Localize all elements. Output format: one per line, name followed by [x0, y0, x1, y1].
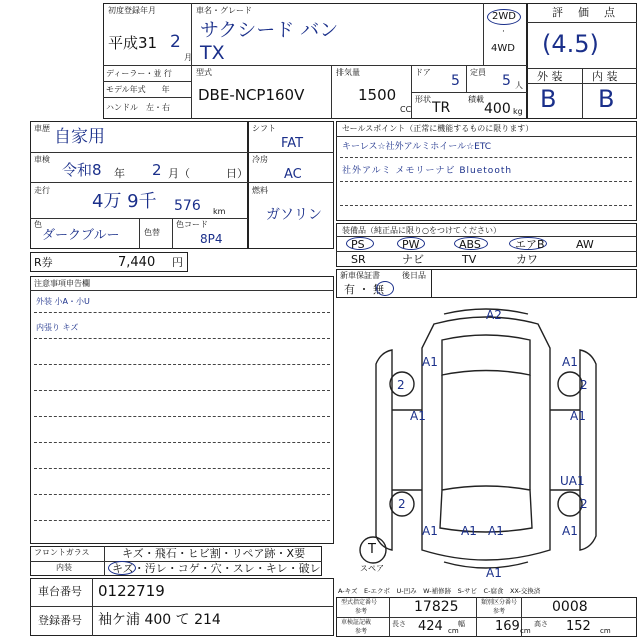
type-label: 型式	[196, 68, 212, 77]
purpose: 自家用	[54, 127, 105, 147]
load-unit: kg	[513, 107, 523, 116]
equip-airbag: エアB	[515, 238, 545, 251]
drive-4wd: 4WD	[491, 43, 515, 54]
divider	[30, 606, 334, 607]
spare-letter: T	[368, 542, 376, 557]
spare-label: スペア	[360, 564, 384, 573]
front-glass-value: キズ・飛石・ヒビ割・リペア跡・X要	[122, 547, 306, 560]
length-unit: cm	[448, 627, 459, 635]
inspection-era: 令和8	[62, 161, 102, 179]
notes-panel	[30, 276, 334, 544]
category-label: 類別区分番号	[481, 599, 518, 606]
drive-2wd: 2WD	[492, 11, 516, 22]
rule-line	[34, 312, 330, 313]
shift-label: シフト	[252, 124, 276, 133]
divider	[103, 65, 527, 66]
rule-line	[34, 494, 330, 495]
divider	[336, 236, 637, 237]
divider	[92, 578, 93, 636]
damage-mark: A1	[488, 524, 504, 538]
fuel-label: 燃料	[252, 186, 268, 195]
damage-mark: 2	[580, 378, 588, 392]
door-label: ドア	[415, 68, 431, 77]
length: 424	[418, 619, 443, 634]
exterior-grade: B	[540, 85, 557, 113]
divider	[248, 152, 334, 153]
yen-unit: 円	[172, 256, 183, 269]
equip-aw: AW	[576, 238, 594, 251]
capacity: 5	[502, 73, 511, 89]
rule-line	[34, 364, 330, 365]
notes-line1: 外装 小A・小U	[36, 297, 90, 306]
divider	[248, 182, 334, 183]
warranty-label: 新車保証書	[340, 271, 380, 280]
recycle-panel	[30, 252, 188, 272]
divider	[527, 22, 637, 23]
rule-line	[340, 181, 632, 182]
divider	[103, 81, 191, 82]
rule-line	[340, 157, 632, 158]
interior-row-value: キズ・汚レ・コゲ・穴・スレ・キレ・破レ	[112, 562, 321, 575]
windshield-outline	[442, 335, 530, 375]
damage-mark: A1	[486, 566, 502, 580]
mileage-main: 4万 9千	[92, 191, 157, 212]
after-label: 後日品	[402, 271, 426, 280]
height: 152	[566, 619, 591, 634]
width-unit: cm	[520, 627, 531, 635]
first-reg-era: 平成31	[108, 34, 158, 52]
type-no-label: 型式指定番号	[341, 599, 378, 606]
damage-mark: A1	[570, 409, 586, 423]
recycle-label: R券	[34, 256, 53, 269]
damage-mark: A1	[410, 409, 426, 423]
capacity-unit: 人	[515, 81, 523, 90]
fuel: ガソリン	[266, 207, 322, 223]
model-code: DBE-NCP160V	[198, 86, 305, 104]
equip-pw: PW	[402, 238, 420, 251]
rule-line	[34, 442, 330, 443]
divider	[103, 97, 191, 98]
equip-ps: PS	[351, 238, 365, 251]
capacity-label: 定員	[470, 68, 486, 77]
divider	[331, 65, 332, 119]
divider	[483, 3, 484, 65]
sales-line1: キーレス☆社外アルミホイール☆ETC	[342, 142, 492, 152]
damage-mark: A1	[461, 524, 477, 538]
reg-number: 袖ケ浦 400 て 214	[98, 612, 221, 628]
km-unit: km	[213, 207, 226, 216]
color-label: 色	[34, 220, 42, 229]
damage-mark: A1	[422, 524, 438, 538]
car-name-label: 車名・グレード	[196, 6, 252, 15]
handle-label: ハンドル 左・右	[106, 103, 170, 112]
rule-line	[34, 520, 330, 521]
width-label: 幅	[458, 620, 465, 628]
divider	[476, 597, 477, 637]
dealer-label: ディーラー・並 行	[106, 69, 172, 78]
damage-mark: A2	[486, 308, 502, 322]
color-code: 8P4	[200, 232, 223, 246]
displacement: 1500	[358, 86, 397, 104]
rule-line	[34, 390, 330, 391]
divider	[411, 92, 527, 93]
divider	[582, 68, 583, 119]
equip-navi: ナビ	[402, 253, 424, 266]
after-panel	[398, 269, 637, 298]
shape-label: 形状	[415, 95, 431, 104]
divider	[30, 290, 334, 291]
length-label: 長さ	[392, 620, 406, 628]
recycle-amount: 7,440	[118, 255, 156, 270]
purpose-label: 車歴	[34, 124, 50, 133]
sales-line2: 社外アルミ メモリーナビ Bluetooth	[342, 166, 513, 176]
rule-line	[340, 205, 632, 206]
damage-mark: A1	[562, 355, 578, 369]
reg-cert-label: 車検証記載	[341, 619, 372, 626]
divider	[30, 152, 248, 153]
chassis-label: 車台番号	[38, 585, 82, 598]
ref-label-2: 参考	[493, 608, 506, 615]
first-reg-month: 2	[170, 32, 181, 52]
month-unit: 月	[184, 53, 192, 62]
divider	[466, 65, 467, 92]
displacement-label: 排気量	[336, 68, 360, 77]
height-unit: cm	[600, 627, 611, 635]
mileage-sub: 576	[174, 198, 201, 214]
left-side-outline	[376, 350, 392, 550]
notes-line2: 内張り キズ	[36, 323, 79, 332]
equip-leather: カワ	[516, 253, 538, 266]
interior-row-label: 内装	[56, 563, 72, 572]
width: 169	[495, 619, 520, 634]
chassis-number: 0122719	[98, 582, 165, 600]
warranty-value: 有 ・ 無	[344, 283, 384, 296]
inspection-month: 2	[152, 161, 162, 179]
day-unit: 日）	[226, 167, 248, 180]
divider	[139, 218, 140, 249]
inspection-label: 車検	[34, 155, 50, 164]
front-glass-label: フロントガラス	[34, 548, 90, 557]
damage-mark: 2	[580, 497, 588, 511]
exterior-label: 外 装	[537, 70, 563, 83]
ac-label: 冷房	[252, 155, 268, 164]
month-unit-2: 月（	[168, 167, 190, 180]
divider	[104, 546, 105, 576]
ref-label-3: 参考	[355, 628, 368, 635]
interior-circle	[108, 561, 136, 575]
divider	[336, 251, 637, 252]
divider	[30, 182, 248, 183]
damage-mark: 2	[397, 378, 405, 392]
color: ダークブルー	[42, 228, 120, 243]
divider	[336, 617, 637, 618]
reg-label: 登録番号	[38, 614, 82, 627]
grade: TX	[200, 42, 225, 64]
shape: TR	[432, 100, 451, 116]
car-body-outline	[422, 317, 550, 560]
rule-line	[34, 338, 330, 339]
rule-line	[34, 468, 330, 469]
divider	[389, 597, 390, 637]
car-damage-diagram	[336, 300, 637, 585]
type-no: 17825	[414, 599, 459, 615]
rear-window-outline	[440, 486, 532, 532]
damage-mark: A1	[562, 524, 578, 538]
first-reg-label: 初度登録年月	[108, 6, 156, 15]
mileage-label: 走行	[34, 186, 50, 195]
warranty-circle	[376, 281, 394, 296]
color-code-label: 色コード	[176, 220, 208, 229]
model-year-label: モデル年式 年	[106, 85, 170, 94]
doors: 5	[451, 73, 460, 89]
rating-value: (4.5)	[542, 30, 599, 58]
divider	[336, 136, 637, 137]
equip-sr: SR	[351, 253, 366, 266]
year-unit: 年	[114, 167, 125, 180]
sales-title: セールスポイント（正常に機能するものに限ります）	[342, 124, 534, 133]
damage-mark: UA1	[560, 474, 585, 488]
category-no: 0008	[552, 599, 588, 615]
damage-mark: A1	[422, 355, 438, 369]
damage-legend: A-キズ E-エクボ U-凹み W-補修跡 S-サビ C-腐食 XX-交換済	[338, 587, 541, 595]
ac: AC	[284, 167, 302, 182]
height-label: 高さ	[534, 620, 548, 628]
interior-grade: B	[598, 85, 615, 113]
repaint-label: 色替	[144, 228, 160, 237]
drive-dot: ·	[502, 27, 505, 37]
cc-unit: CC	[400, 105, 412, 114]
shift: FAT	[281, 136, 304, 151]
equipment-title: 装備品（純正品に限り○をつけてください）	[342, 226, 501, 235]
damage-mark: 2	[398, 497, 406, 511]
ref-label: 参考	[355, 608, 368, 615]
equip-tv: TV	[462, 253, 477, 266]
notes-title: 注意事項申告欄	[34, 279, 90, 288]
interior-label: 内 装	[592, 70, 618, 83]
equip-abs: ABS	[459, 238, 481, 251]
divider	[172, 218, 173, 249]
car-name: サクシード バン	[200, 19, 339, 41]
rule-line	[34, 416, 330, 417]
rating-label: 評 価 点	[552, 6, 617, 19]
load-label: 積載	[468, 95, 484, 104]
load: 400	[484, 101, 511, 117]
